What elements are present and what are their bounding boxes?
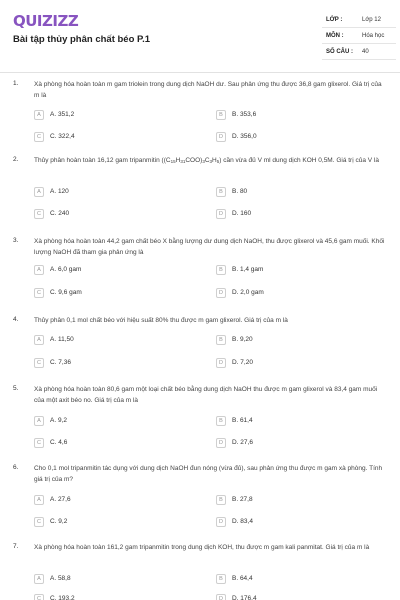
option-letter-box: A	[34, 265, 44, 275]
option-letter-box: D	[216, 358, 226, 368]
option-a[interactable]	[34, 574, 194, 586]
option-text: C. 240	[50, 210, 70, 217]
option-text: D. 27,6	[232, 439, 253, 446]
option-letter-box: A	[34, 574, 44, 584]
option-text: D. 160	[232, 210, 252, 217]
option-letter-box: B	[216, 574, 226, 584]
option-letter-box: A	[34, 416, 44, 426]
option-text: B. 1,4 gam	[232, 266, 264, 273]
subscript: 5	[216, 159, 220, 164]
option-c[interactable]	[34, 288, 194, 300]
option-c[interactable]	[34, 594, 194, 600]
text-part: ) cần vừa đủ V ml dung dịch KOH 0,5M. Giá trị của V là	[219, 157, 379, 164]
option-text: B. 64,4	[232, 575, 253, 582]
option-text: A. 11,50	[50, 336, 74, 343]
option-text: A. 9,2	[50, 417, 67, 424]
option-c[interactable]	[34, 358, 194, 370]
meta-value: Hóa học	[362, 33, 385, 39]
option-letter-box: B	[216, 335, 226, 345]
option-text: B. 27,8	[232, 496, 253, 503]
option-d[interactable]	[216, 358, 376, 370]
option-letter-box: D	[216, 594, 226, 600]
option-text: C. 9,6 gam	[50, 289, 82, 296]
option-text: C. 193,2	[50, 595, 75, 600]
meta-label: SỐ CÂU :	[326, 49, 353, 55]
option-letter-box: C	[34, 132, 44, 142]
option-text: A. 120	[50, 188, 69, 195]
header-divider	[0, 72, 400, 73]
text-part: COO)	[185, 157, 203, 164]
subscript: 3	[209, 159, 213, 164]
option-letter-box: C	[34, 358, 44, 368]
option-d[interactable]	[216, 594, 376, 600]
text-part: C	[204, 157, 210, 164]
option-text: D. 2,0 gam	[232, 289, 264, 296]
option-letter-box: B	[216, 495, 226, 505]
question-text: Xà phòng hóa hoàn toàn m gam triolein trong dung dịch NaOH dư. Sau phản ứng thu được 36,8 gam glixerol. Giá trị của m là	[34, 81, 382, 99]
question-text: Xà phòng hóa hoàn toàn 44,2 gam chất béo X bằng lượng dư dung dịch NaOH, thu được glixerol và 45,6 gam muối. Khối lượng NaOH đã tham gia phản ứng là	[34, 238, 385, 256]
option-c[interactable]	[34, 517, 194, 529]
option-b[interactable]	[216, 265, 376, 277]
option-text: C. 9,2	[50, 518, 68, 525]
question-text	[34, 156, 386, 168]
quizizz-logo: QUIZIZZ	[13, 12, 79, 30]
meta-label: MÔN :	[326, 33, 344, 39]
option-b[interactable]	[216, 495, 376, 507]
question-number: 7.	[13, 543, 19, 550]
option-letter-box: D	[216, 288, 226, 298]
subscript: 31	[180, 159, 186, 164]
text-part: H	[212, 157, 217, 164]
option-text: C. 322,4	[50, 133, 75, 140]
option-b[interactable]	[216, 335, 376, 347]
worksheet-header	[0, 0, 400, 68]
option-letter-box: B	[216, 416, 226, 426]
question-number: 3.	[13, 237, 19, 244]
option-letter-box: B	[216, 110, 226, 120]
option-letter-box: C	[34, 517, 44, 527]
text-part: Thủy phân hoàn toàn 16,12 gam tripanmitin ((C	[34, 157, 171, 164]
subscript: 3	[202, 159, 205, 164]
option-letter-box: D	[216, 132, 226, 142]
option-d[interactable]	[216, 517, 376, 529]
meta-value: Lớp 12	[362, 17, 381, 23]
meta-row-question-count	[322, 45, 396, 60]
option-text: B. 61,4	[232, 417, 253, 424]
option-text: D. 83,4	[232, 518, 253, 525]
option-b[interactable]	[216, 187, 376, 199]
meta-row-subject	[322, 29, 396, 44]
subscript: 15	[170, 159, 176, 164]
meta-value: 40	[362, 49, 369, 55]
option-text: D. 356,0	[232, 133, 257, 140]
question-number: 4.	[13, 316, 19, 323]
option-letter-box: C	[34, 594, 44, 600]
option-letter-box: A	[34, 495, 44, 505]
option-a[interactable]	[34, 416, 194, 428]
question-number: 2.	[13, 156, 19, 163]
option-letter-box: A	[34, 110, 44, 120]
option-b[interactable]	[216, 574, 376, 586]
option-text: D. 7,20	[232, 359, 253, 366]
question-number: 1.	[13, 80, 19, 87]
option-d[interactable]	[216, 209, 376, 221]
option-c[interactable]	[34, 438, 194, 450]
question-number: 6.	[13, 464, 19, 471]
option-letter-box: D	[216, 438, 226, 448]
option-letter-box: C	[34, 288, 44, 298]
option-letter-box: D	[216, 209, 226, 219]
option-d[interactable]	[216, 438, 376, 450]
option-b[interactable]	[216, 416, 376, 428]
option-a[interactable]	[34, 335, 194, 347]
meta-row-class	[322, 13, 396, 28]
option-text: B. 353,6	[232, 111, 257, 118]
option-text: C. 4,6	[50, 439, 68, 446]
question-text: Cho 0,1 mol tripanmitin tác dụng với dung dịch NaOH đun nóng (vừa đủ), sau phản ứng thu được m gam xà phòng. Tính giá trị của m?	[34, 465, 383, 483]
option-letter-box: A	[34, 187, 44, 197]
question-text: Xà phòng hóa hoàn toàn 161,2 gam tripanmitin trong dung dịch KOH, thu được m gam kali panmitat. Giá trị của m là	[34, 544, 370, 551]
option-letter-box: B	[216, 187, 226, 197]
question-text: Thủy phân 0,1 mol chất béo với hiệu suất 80% thu được m gam glixerol. Giá trị của m là	[34, 317, 288, 324]
option-text: A. 27,6	[50, 496, 71, 503]
option-text: A. 58,8	[50, 575, 71, 582]
option-b[interactable]	[216, 110, 376, 122]
option-letter-box: C	[34, 438, 44, 448]
option-c[interactable]	[34, 132, 194, 144]
option-a[interactable]	[34, 495, 194, 507]
option-letter-box: A	[34, 335, 44, 345]
question-number: 5.	[13, 385, 19, 392]
option-d[interactable]	[216, 288, 376, 300]
option-text: A. 6,0 gam	[50, 266, 82, 273]
option-text: B. 80	[232, 188, 248, 195]
option-letter-box: D	[216, 517, 226, 527]
option-c[interactable]	[34, 209, 194, 221]
option-text: B. 9,20	[232, 336, 253, 343]
option-letter-box: B	[216, 265, 226, 275]
option-letter-box: C	[34, 209, 44, 219]
option-a[interactable]	[34, 110, 194, 122]
option-d[interactable]	[216, 132, 376, 144]
option-text: C. 7,36	[50, 359, 71, 366]
question-text: Xà phòng hóa hoàn toàn 80,6 gam một loại chất béo bằng dung dịch NaOH thu được m gam glixerol và 83,4 gam muối của một axit béo no. Giá trị của m là	[34, 386, 378, 404]
worksheet-title: Bài tập thủy phân chất béo P.1	[13, 34, 151, 45]
option-a[interactable]	[34, 187, 194, 199]
option-text: A. 351,2	[50, 111, 75, 118]
text-part: H	[175, 157, 181, 164]
option-text: D. 176,4	[232, 595, 257, 600]
option-a[interactable]	[34, 265, 194, 277]
meta-label: LỚP :	[326, 17, 343, 23]
